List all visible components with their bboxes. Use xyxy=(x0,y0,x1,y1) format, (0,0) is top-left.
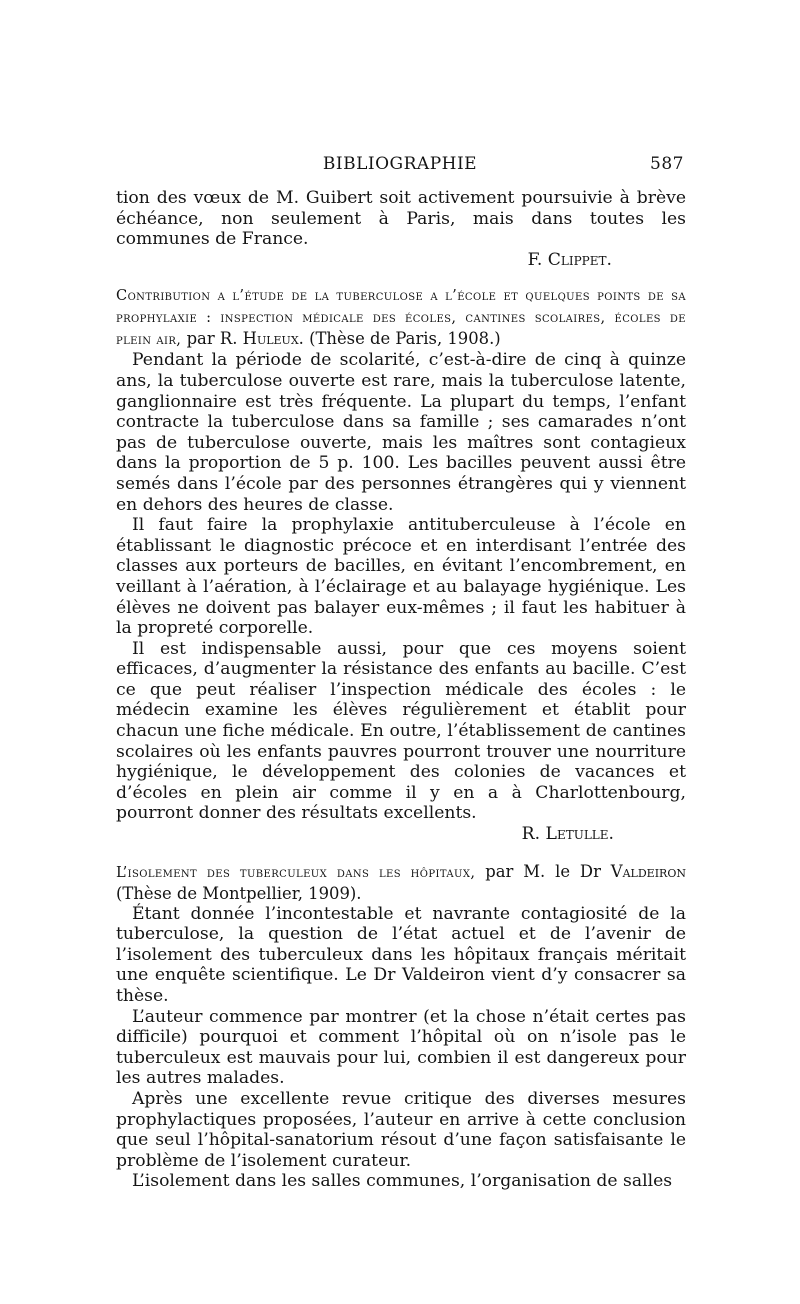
signature-clippet: F. Clippet. xyxy=(527,249,612,270)
review-title-text: L’isolement des tuberculeux dans les hôpitaux, xyxy=(116,863,476,881)
body-paragraph: Il est indispensable aussi, pour que ces moyens soient efficaces, d’augmenter la résistance des enfants au bacille. C’est ce que peut réaliser l’inspection médicale des écoles : le médecin examine les élèves régulièrement et établit pour chacun une fiche médicale. En outre, l’établissement de cantines scolaires où les enfants pauvres pourront trouver une nourriture hygiénique, le développement des colonies de vacances et d’écoles en plein air comme il y en a à Charlottenbourg, pourront donner des résultats excellents. xyxy=(116,638,686,824)
review-author: R. Huleux. xyxy=(219,329,304,349)
running-title: BIBLIOGRAPHIE xyxy=(322,154,478,174)
body-paragraph: L’isolement dans les salles communes, l’organisation de salles xyxy=(132,1171,673,1192)
review-title-rest: par M. le Dr xyxy=(475,861,611,881)
body-paragraph: Après une excellente revue critique des diverses mesures prophylactiques proposées, l’auteur en arrive à cette conclusion que seul l’hôpital-sanatorium résout d’une façon satisfaisante le problème de l’isolement curateur. xyxy=(116,1088,686,1171)
continuation-paragraph: tion des vœux de M. Guibert soit activement poursuivie à brève échéance, non seulement à Paris, mais dans toutes les communes de France. xyxy=(116,188,686,250)
body-paragraph: L’auteur commence par montrer (et la chose n’était certes pas difficile) pourquoi et comment l’hôpital où on n’isole pas le tuberculeux est mauvais pour lui, combien il est dangereux pour les autres malades. xyxy=(116,1006,686,1089)
review-title-valdeiron xyxy=(116,861,686,904)
page-body xyxy=(116,188,686,1192)
review-title-by: par xyxy=(181,329,220,349)
review-thesis: (Thèse de Montpellier, 1909). xyxy=(116,883,362,903)
review-author: Valdeiron xyxy=(610,861,686,881)
review-title-text: Contribution a l’étude de la tuberculose a l’école et quelques points de sa prophylaxie : inspection médicale des écoles, cantines scolaires, écoles de plein air, xyxy=(116,287,686,349)
body-paragraph: Pendant la période de scolarité, c’est-à-dire de cinq à quinze ans, la tuberculose ouverte est rare, mais la tuberculose latente, ganglionnaire est très fréquente. La plupart du temps, l’enfant contracte la tuberculose dans sa famille ; ses camarades n’ont pas de tuberculose ouverte, mais les maîtres sont contagieux dans la proportion de 5 p. 100. Les bacilles peuvent aussi être semés dans l’école par des personnes étrangères qui y viennent en dehors des heures de classe. xyxy=(116,350,686,515)
body-paragraph: Il faut faire la prophylaxie antituberculeuse à l’école en établissant le diagnostic précoce et en interdisant l’entrée des classes aux porteurs de bacilles, en évitant l’encombrement, en veillant à l’aération, à l’éclairage et au balayage hygiénique. Les élèves ne doivent pas balayer eux-mêmes ; il faut les habituer à la propreté corporelle. xyxy=(116,515,686,639)
body-paragraph: Étant donnée l’incontestable et navrante contagiosité de la tuberculose, la question de l’état actuel et de l’avenir de l’isolement des tuberculeux dans les hôpitaux français méritait une enquête scientifique. Le Dr Valdeiron vient d’y consacrer sa thèse. xyxy=(116,903,686,1006)
signature-letulle: R. Letulle. xyxy=(521,824,614,845)
page-number: 587 xyxy=(650,154,684,174)
page-header xyxy=(116,154,684,182)
review-thesis: (Thèse de Paris, 1908.) xyxy=(303,329,501,349)
review-title-huleux xyxy=(116,284,686,350)
